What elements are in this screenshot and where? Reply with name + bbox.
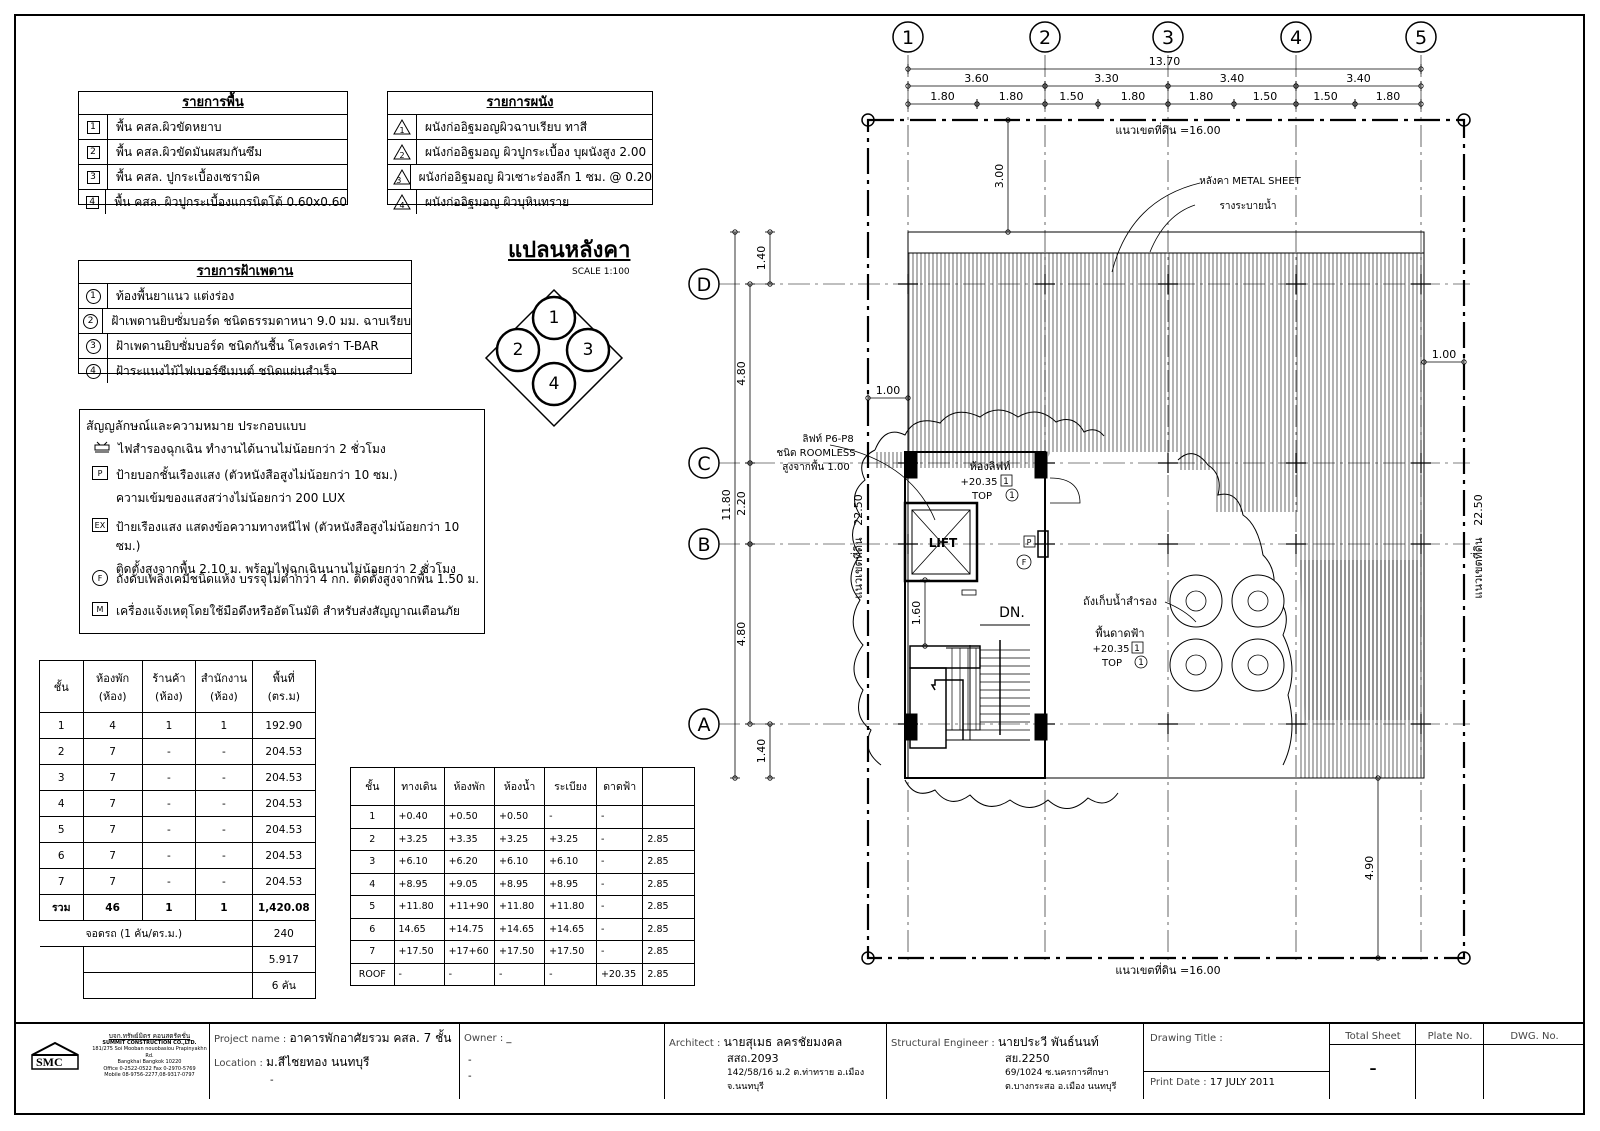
area-cell: 7 — [83, 739, 142, 765]
schedule-row — [79, 115, 347, 140]
dimension-text: 1.50 — [1059, 90, 1084, 103]
level-row — [351, 963, 695, 986]
area-cell: - — [196, 739, 252, 765]
area-cell: 192.90 — [252, 713, 315, 739]
area-total-cell: 1 — [196, 895, 252, 921]
parking-blank — [83, 947, 252, 973]
lift-room-level: +20.35 — [960, 477, 998, 488]
schedule-text: ฝ้าระแนงไม้ไฟเบอร์ซีเมนต์ ชนิดแผ่นสำเร็จ — [116, 363, 338, 378]
roof-sheet-hatch — [908, 253, 1424, 421]
dimension-text: 4.80 — [735, 361, 748, 386]
roof-plan — [680, 18, 1580, 1018]
level-cell: +17+60 — [444, 941, 494, 964]
key-label-3: 3 — [582, 340, 594, 360]
project-location: ม.สีไชยทอง นนทบุรี — [266, 1055, 370, 1069]
area-cell: 3 — [40, 765, 84, 791]
level-cell: +20.35 — [596, 963, 642, 986]
level-cell: - — [444, 963, 494, 986]
legend-item-emergency-light: ไฟสำรองฉุกเฉิน ทำงานได้นานไม่น้อยกว่า 2 ชั่วโมง — [92, 440, 386, 459]
schedule-row — [388, 165, 652, 190]
parking-value: 6 คัน — [252, 973, 315, 999]
legend-item-floor-sign: P ป้ายบอกชั้นเรืองแสง (ตัวหนังสือสูงไม่น้อยกว่า 10 ซม.) ความเข้มของแสงสว่างไม่น้อยกว่า 200 LUX — [92, 466, 398, 508]
engineer-block: Structural Engineer : นายประวี พันธ์นนท์ สย.2250 69/1024 ซ.นครการศึกษา ต.บางกระสอ อ.เมือง นนทบุรี — [887, 1023, 1144, 1099]
level-cell: - — [596, 918, 642, 941]
tank-label: ถังเก็บน้ำสำรอง — [1083, 595, 1157, 608]
level-cell: 2.85 — [643, 873, 695, 896]
area-cell: 1 — [40, 713, 84, 739]
level-cell: - — [596, 806, 642, 829]
area-total-cell: รวม — [40, 895, 84, 921]
area-cell: 7 — [83, 765, 142, 791]
plan-scale: SCALE 1:100 — [572, 267, 630, 277]
level-row — [351, 896, 695, 919]
dimension-text: 4.80 — [735, 621, 748, 647]
legend-item-alarm: M เครื่องแจ้งเหตุโดยใช้มือดึงหรืออัตโนมัติ สำหรับส่งสัญญาณเตือนภัย — [92, 602, 460, 621]
grid-label-row: A — [697, 714, 711, 736]
area-cell: 7 — [83, 869, 142, 895]
schedule-row — [79, 309, 411, 334]
area-row — [40, 843, 316, 869]
emergency-light-icon — [92, 440, 112, 454]
schedule-text: พื้น คสล. ปูกระเบื้องเซรามิค — [116, 169, 261, 184]
dimension-text: 13.70 — [1148, 55, 1181, 68]
level-cell: +14.65 — [545, 918, 597, 941]
level-cell: 2.85 — [643, 851, 695, 874]
dimension-text: 3.60 — [964, 72, 989, 85]
deck-label: พื้นดาดฟ้า — [1095, 627, 1145, 640]
area-cell: 1 — [142, 713, 196, 739]
dimension-text: 3.40 — [1219, 72, 1245, 85]
water-tank — [1170, 639, 1222, 691]
level-cell: +0.40 — [394, 806, 444, 829]
grid-label-col: 3 — [1161, 27, 1175, 49]
level-cell: - — [596, 851, 642, 874]
level-cell: 6 — [351, 918, 395, 941]
area-cell: 4 — [40, 791, 84, 817]
drawing-title-block: Drawing Title : Print Date : 17 JULY 2011 — [1144, 1023, 1330, 1099]
dimension-text: 22.50 — [852, 494, 865, 526]
dimension-text: 1.00 — [875, 384, 901, 397]
schedule-number: 1 — [87, 121, 100, 134]
lift-note: สูงจากพื้น 1.00 — [782, 462, 850, 473]
plan-title: แปลนหลังคา — [508, 238, 631, 263]
level-cell: 2.85 — [643, 896, 695, 919]
area-cell: 7 — [83, 791, 142, 817]
area-header: ร้านค้า (ห้อง) — [142, 661, 196, 713]
schedule-text: ผนังก่ออิฐมอญ ผิวบุหินทราย — [425, 194, 570, 209]
schedule-text: ฝ้าเพดานยิบซั่มบอร์ด ชนิดธรรมดาหนา 9.0 มม. ฉาบเรียบ — [111, 313, 411, 328]
area-row — [40, 713, 316, 739]
schedule-number: 4 — [86, 196, 99, 209]
area-row — [40, 765, 316, 791]
dimension-text: 1.80 — [1375, 90, 1401, 103]
dimension-text: 1.40 — [755, 738, 768, 764]
deck-level: +20.35 — [1092, 644, 1130, 655]
level-cell: - — [495, 963, 545, 986]
schedule-text: พื้น คสล.ผิวขัดหยาบ — [116, 119, 222, 134]
schedule-text: ผนังก่ออิฐมอญ ผิวเซาะร่องลึก 1 ซม. @ 0.20 — [418, 169, 652, 184]
schedule-text: พื้น คสล. ผิวปูกระเบื้องแกรนิตโต้ 0.60x0.60 — [114, 194, 347, 209]
area-cell: - — [142, 765, 196, 791]
level-row — [351, 828, 695, 851]
level-header: ระเบียง — [545, 768, 597, 806]
parking-blank — [83, 973, 252, 999]
legend-item-exit-sign: EX ป้ายเรืองแสง แสดงข้อความทางหนีไฟ (ตัวหนังสือสูงไม่น้อยกว่า 10 ซม.) ติดตั้งสูงจากพื้น 2.10 ม. พร้อมไฟฉุกเฉินนานไม่น้อยกว่า 2 ชั่วโมง — [92, 518, 484, 579]
area-cell: 204.53 — [252, 869, 315, 895]
boundary-label-left: แนวเขตที่ดิน — [852, 537, 865, 599]
company-logo: SMC — [28, 1041, 82, 1071]
lift-room-ceiling-tag: 1 — [1009, 491, 1015, 501]
floor-schedule-title: รายการพื้น — [79, 92, 347, 115]
schedule-row — [79, 140, 347, 165]
wall-schedule-title: รายการผนัง — [388, 92, 652, 115]
floor-schedule — [78, 91, 348, 209]
dimension-text: 1.60 — [910, 600, 923, 626]
level-header: ห้องพัก — [444, 768, 494, 806]
level-row — [351, 873, 695, 896]
gutter-label: รางระบายน้ำ — [1219, 201, 1277, 212]
area-header: ห้องพัก (ห้อง) — [83, 661, 142, 713]
dwg-no-block: DWG. No. — [1484, 1023, 1585, 1099]
dimension-text: 1.00 — [1431, 348, 1457, 361]
owner-block: Owner : _ - - — [460, 1023, 665, 1099]
schedule-number: 2 — [399, 150, 405, 160]
parking-label: จอดรถ (1 คัน/ตร.ม.) — [40, 921, 253, 947]
schedule-number: 4 — [86, 364, 101, 379]
deck-floor-tag: 1 — [1134, 644, 1140, 654]
deck-ceiling-tag: 1 — [1138, 658, 1144, 668]
grid-label-row: C — [697, 453, 711, 475]
area-cell: - — [196, 869, 252, 895]
schedule-text: ฝ้าเพดานยิบซั่มบอร์ด ชนิดกันชื้น โครงเคร่า T-BAR — [116, 338, 379, 353]
area-cell: 204.53 — [252, 739, 315, 765]
grid-label-col: 5 — [1414, 27, 1428, 49]
level-cell: +3.25 — [394, 828, 444, 851]
area-cell: 7 — [40, 869, 84, 895]
dimension-text: 1.80 — [1120, 90, 1146, 103]
area-cell: - — [196, 817, 252, 843]
schedule-number: 2 — [87, 146, 100, 159]
grid-label-col: 2 — [1038, 27, 1052, 49]
schedule-row — [79, 190, 347, 214]
schedule-row — [79, 165, 347, 190]
level-cell: - — [596, 873, 642, 896]
area-header: ชั้น — [40, 661, 84, 713]
total-sheet-block: Total Sheet – — [1330, 1023, 1416, 1099]
symbol-legend — [79, 409, 485, 634]
level-cell: 3 — [351, 851, 395, 874]
level-cell: - — [596, 828, 642, 851]
area-cell: - — [142, 739, 196, 765]
area-header: พื้นที่ (ตร.ม) — [252, 661, 315, 713]
level-cell: +0.50 — [495, 806, 545, 829]
boundary-label-bottom: แนวเขตที่ดิน =16.00 — [1115, 964, 1221, 977]
area-cell: 1 — [196, 713, 252, 739]
boundary-label-top: แนวเขตที่ดิน =16.00 — [1115, 124, 1221, 137]
schedule-number: 3 — [86, 339, 101, 354]
level-cell: +17.50 — [394, 941, 444, 964]
schedule-number: 3 — [87, 171, 100, 184]
level-cell: +8.95 — [495, 873, 545, 896]
level-cell: +6.10 — [495, 851, 545, 874]
area-row — [40, 869, 316, 895]
company-info: บจก.ทรัพย์มิตร คอนสตรัคชั่น SUMMIT CONSTRUCTION CO.,LTD. 181/275 Soi Mooban nouobasiou Prapinyakhn Rd. Bangkhai Bangkok 10220 Office 0-2522-0522 Fax 0-2970-5769 Mobile 08-9756-2277,08-9317-0797 — [92, 1032, 207, 1078]
parking-value: 240 — [252, 921, 315, 947]
level-cell: +14.75 — [444, 918, 494, 941]
wall-schedule — [387, 91, 653, 210]
area-cell: 4 — [83, 713, 142, 739]
area-cell: 7 — [83, 843, 142, 869]
dimension-text: 1.80 — [1188, 90, 1214, 103]
key-plan — [484, 288, 624, 428]
dimension-text: 1.50 — [1252, 90, 1278, 103]
extinguisher-label: F — [1021, 558, 1027, 567]
schedule-row — [388, 140, 652, 165]
exit-sign-icon: EX — [92, 518, 108, 532]
water-tank — [1232, 639, 1284, 691]
schedule-row — [79, 334, 411, 359]
lift-room-floor-tag: 1 — [1003, 477, 1009, 487]
area-cell: - — [142, 817, 196, 843]
boundary-label-right: แนวเขตที่ดิน — [1472, 537, 1485, 599]
level-cell: 2 — [351, 828, 395, 851]
schedule-text: ท้องพื้นยาแนว แต่งร่อง — [116, 288, 235, 303]
area-cell: - — [142, 869, 196, 895]
area-total-cell: 1,420.08 — [252, 895, 315, 921]
level-cell: +6.20 — [444, 851, 494, 874]
level-cell: - — [545, 963, 597, 986]
grid-label-row: D — [696, 274, 712, 296]
level-cell: +3.25 — [545, 828, 597, 851]
area-cell: - — [196, 765, 252, 791]
level-header: ดาดฟ้า — [596, 768, 642, 806]
level-cell: +11.80 — [545, 896, 597, 919]
architect-block: Architect : นายสุเมธ ลครชัยมงคล สสถ.2093 142/58/16 ม.2 ต.ท่าทราย อ.เมือง จ.นนทบุรี — [665, 1023, 887, 1099]
dimension-text: 22.50 — [1472, 494, 1485, 526]
legend-item-extinguisher: F ถังดับเพลิงเคมีชนิดแห้ง บรรจุไม่ต่ำกว่า 4 กก. ติดตั้งสูงจากพื้น 1.50 ม. — [92, 570, 479, 589]
area-cell: 204.53 — [252, 791, 315, 817]
level-cell: +11+90 — [444, 896, 494, 919]
level-cell: +14.65 — [495, 918, 545, 941]
area-cell: 5 — [40, 817, 84, 843]
alarm-icon: M — [92, 602, 108, 616]
grid-label-row: B — [697, 534, 711, 556]
level-cell: 4 — [351, 873, 395, 896]
level-cell: 2.85 — [643, 941, 695, 964]
level-cell: 7 — [351, 941, 395, 964]
water-tank — [1170, 575, 1222, 627]
print-date: 17 JULY 2011 — [1209, 1077, 1275, 1088]
level-cell: +17.50 — [545, 941, 597, 964]
schedule-number: 4 — [399, 200, 405, 210]
legend-title: สัญญลักษณ์และความหมาย ประกอบแบบ — [86, 418, 307, 433]
level-cell: 1 — [351, 806, 395, 829]
down-label: DN. — [999, 605, 1025, 621]
deck-top: TOP — [1101, 658, 1123, 669]
floor-sign-icon: P — [92, 466, 108, 480]
lift-room-label: ห้องลิฟท์ — [969, 460, 1011, 473]
level-cell: 14.65 — [394, 918, 444, 941]
level-table — [350, 767, 695, 986]
key-label-1: 1 — [548, 308, 560, 328]
schedule-text: พื้น คสล.ผิวขัดมันผสมกันซึม — [116, 144, 263, 159]
level-cell: 5 — [351, 896, 395, 919]
level-cell: +8.95 — [545, 873, 597, 896]
dimension-text: 4.90 — [1363, 855, 1376, 881]
area-cell: - — [142, 791, 196, 817]
schedule-number: 1 — [399, 125, 405, 135]
level-row — [351, 941, 695, 964]
level-row — [351, 806, 695, 829]
emergency-light-icon — [962, 590, 976, 595]
level-cell: - — [545, 806, 597, 829]
schedule-row — [388, 190, 652, 214]
level-cell: +6.10 — [394, 851, 444, 874]
project-block: Project name : อาคารพักอาศัยรวม คสล. 7 ชั้น Location : ม.สีไชยทอง นนทบุรี - — [210, 1023, 460, 1099]
schedule-number: 3 — [396, 175, 402, 185]
level-cell: +11.80 — [495, 896, 545, 919]
key-label-4: 4 — [548, 374, 560, 394]
level-cell: 2.85 — [643, 918, 695, 941]
area-cell: - — [196, 791, 252, 817]
lift-note: ชนิด ROOMLESS — [776, 448, 856, 459]
level-cell: +17.50 — [495, 941, 545, 964]
grid-label-col: 4 — [1289, 27, 1303, 49]
lift-label: LIFT — [928, 536, 958, 550]
dimension-text: 3.30 — [1094, 72, 1119, 85]
area-row — [40, 739, 316, 765]
lift-note: ลิฟท์ P6-P8 — [802, 434, 854, 445]
ceiling-schedule — [78, 260, 412, 378]
level-cell: +6.10 — [545, 851, 597, 874]
dimension-text: 1.50 — [1313, 90, 1338, 103]
level-row — [351, 851, 695, 874]
area-table — [39, 660, 316, 999]
level-cell: +9.05 — [444, 873, 494, 896]
dimension-text: 1.80 — [930, 90, 955, 103]
key-label-2: 2 — [512, 340, 524, 360]
schedule-text: ผนังก่ออิฐมอญผิวฉาบเรียบ ทาสี — [425, 119, 588, 134]
schedule-row — [388, 115, 652, 140]
floor-sign-label: P — [1026, 538, 1032, 547]
level-cell: - — [394, 963, 444, 986]
schedule-text: ผนังก่ออิฐมอญ ผิวปูกระเบื้อง บุผนังสูง 2.00 — [425, 144, 647, 159]
parking-value: 5.917 — [252, 947, 315, 973]
level-row — [351, 918, 695, 941]
project-name: อาคารพักอาศัยรวม คสล. 7 ชั้น — [289, 1031, 452, 1045]
roof-sheet-label: หลังคา METAL SHEET — [1199, 176, 1301, 187]
area-cell: 7 — [83, 817, 142, 843]
area-cell: 6 — [40, 843, 84, 869]
extinguisher-icon: F — [92, 570, 108, 586]
area-total-cell: 1 — [142, 895, 196, 921]
schedule-row — [79, 359, 411, 383]
water-tank — [1232, 575, 1284, 627]
level-cell: - — [596, 941, 642, 964]
level-cell: +3.35 — [444, 828, 494, 851]
dimension-text: 3.40 — [1346, 72, 1371, 85]
level-header: ห้องน้ำ — [495, 768, 545, 806]
dimension-text: 1.80 — [998, 90, 1024, 103]
company-block — [14, 1023, 210, 1099]
dimension-text: 1.40 — [755, 245, 768, 271]
area-row — [40, 817, 316, 843]
grid-label-col: 1 — [901, 27, 915, 49]
area-cell: 204.53 — [252, 843, 315, 869]
level-cell: +8.95 — [394, 873, 444, 896]
area-header: สำนักงาน (ห้อง) — [196, 661, 252, 713]
level-cell: +3.25 — [495, 828, 545, 851]
level-cell: 2.85 — [643, 963, 695, 986]
level-cell: - — [596, 896, 642, 919]
area-cell: - — [142, 843, 196, 869]
level-cell: 2.85 — [643, 828, 695, 851]
schedule-row — [79, 284, 411, 309]
dimension-text: 11.80 — [720, 489, 733, 521]
level-cell: +11.80 — [394, 896, 444, 919]
area-cell: 2 — [40, 739, 84, 765]
schedule-number: 2 — [83, 314, 98, 329]
area-row — [40, 791, 316, 817]
lift-room-top: TOP — [971, 491, 993, 502]
area-cell: - — [196, 843, 252, 869]
dimension-text: 2.20 — [735, 491, 748, 516]
ceiling-schedule-title: รายการฝ้าเพดาน — [79, 261, 411, 284]
dimension-text: 3.00 — [993, 163, 1006, 189]
area-cell: 204.53 — [252, 817, 315, 843]
level-cell: +0.50 — [444, 806, 494, 829]
level-cell: ROOF — [351, 963, 395, 986]
level-header: ทางเดิน — [394, 768, 444, 806]
plate-no-block: Plate No. — [1416, 1023, 1484, 1099]
level-header: ชั้น — [351, 768, 395, 806]
area-cell: 204.53 — [252, 765, 315, 791]
schedule-number: 1 — [86, 289, 101, 304]
area-total-cell: 46 — [83, 895, 142, 921]
